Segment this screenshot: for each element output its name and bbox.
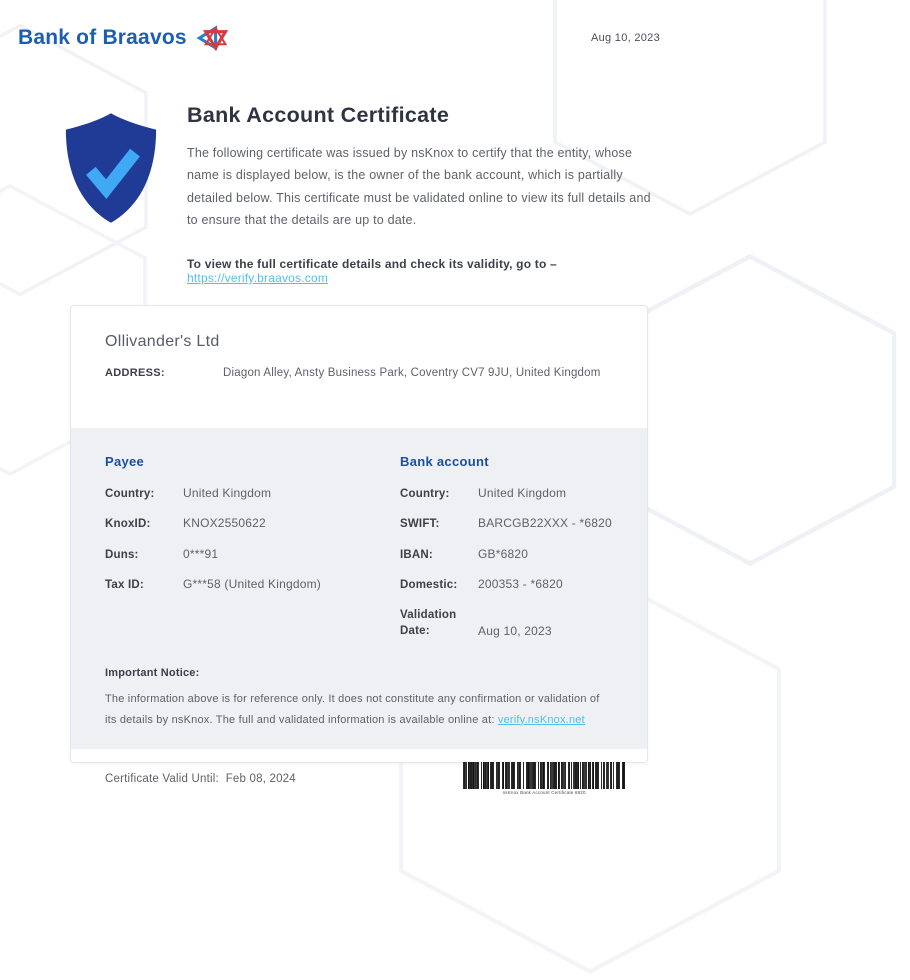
notice-body: The information above is for reference only. It does not constitute any confirmation or validation of its details by nsKnox. The full and validated information is available online at: xyxy=(105,692,600,726)
bank-row xyxy=(400,576,613,593)
header xyxy=(18,20,660,56)
address-label: ADDRESS: xyxy=(105,367,165,379)
page-title: Bank Account Certificate xyxy=(187,103,450,127)
bank-logo-icon xyxy=(193,20,231,56)
address-row xyxy=(105,367,613,379)
hero-section xyxy=(63,103,657,285)
cta-text: To view the full certificate details and check its validity, go to – xyxy=(187,257,557,271)
certificate-description: The following certificate was issued by nsKnox to certify that the entity, whose name is displayed below, is the owner of the bank account, which is partially detailed below. This certificate must be validated online to view its full details and to ensure that the details are up to date. xyxy=(187,146,651,227)
bank-account-section xyxy=(400,454,613,653)
field-label: Domestic: xyxy=(400,578,458,591)
payee-heading: Payee xyxy=(105,454,145,469)
notice-text xyxy=(105,689,613,731)
field-value: BARCGB22XXX - *6820 xyxy=(478,516,612,531)
field-value: United Kingdom xyxy=(478,486,567,500)
issue-date: Aug 10, 2023 xyxy=(590,32,660,44)
verify-braavos-link[interactable]: https://verify.braavos.com xyxy=(187,271,329,285)
card-top-section xyxy=(71,306,647,428)
bank-account-heading: Bank account xyxy=(400,454,489,469)
field-value: KNOX2550622 xyxy=(183,516,266,531)
bank-row xyxy=(400,607,613,640)
field-value: 200353 - *6820 xyxy=(478,577,563,592)
valid-until-value: Feb 08, 2024 xyxy=(225,772,296,785)
field-value: United Kingdom xyxy=(183,486,272,500)
cta-line xyxy=(187,257,657,285)
details-columns xyxy=(105,454,613,653)
field-value: G***58 (United Kingdom) xyxy=(183,577,322,592)
bank-row xyxy=(400,546,613,563)
payee-row xyxy=(105,576,400,593)
address-value: Diagon Alley, Ansty Business Park, Coventry CV7 9JU, United Kingdom xyxy=(223,367,601,379)
field-label: Duns: xyxy=(105,548,139,561)
shield-check-icon xyxy=(63,109,159,227)
notice-heading: Important Notice: xyxy=(105,666,200,679)
barcode xyxy=(463,762,625,789)
verify-nsknox-link[interactable]: verify.nsKnox.net xyxy=(497,713,585,726)
field-label: Validation Date: xyxy=(400,608,457,638)
field-value: GB*6820 xyxy=(478,546,529,561)
company-name: Ollivander's Ltd xyxy=(105,333,220,350)
barcode-block xyxy=(463,762,625,796)
field-label: SWIFT: xyxy=(400,518,440,531)
bank-logo xyxy=(18,20,231,56)
payee-row xyxy=(105,546,400,563)
certificate-card xyxy=(70,305,648,796)
bank-row xyxy=(400,515,613,532)
field-label: IBAN: xyxy=(400,548,433,561)
payee-row xyxy=(105,515,400,532)
hero-text xyxy=(187,103,657,285)
field-value: 0***91 xyxy=(183,546,219,561)
bank-logo-text: Bank of Braavos xyxy=(18,26,187,49)
bank-row xyxy=(400,485,613,502)
valid-until xyxy=(105,773,296,785)
field-label: Tax ID: xyxy=(105,578,144,591)
card-footer xyxy=(71,749,647,799)
important-notice xyxy=(105,667,613,731)
payee-row xyxy=(105,485,400,502)
barcode-caption: nsKnox Bank Account Certificate 6820 xyxy=(502,789,586,796)
valid-until-label: Certificate Valid Until: xyxy=(105,772,219,785)
field-label: Country: xyxy=(105,487,155,500)
field-label: KnoxID: xyxy=(105,518,151,531)
details-panel xyxy=(71,428,647,749)
field-value: Aug 10, 2023 xyxy=(478,623,552,638)
field-label: Country: xyxy=(400,487,450,500)
payee-section xyxy=(105,454,400,653)
